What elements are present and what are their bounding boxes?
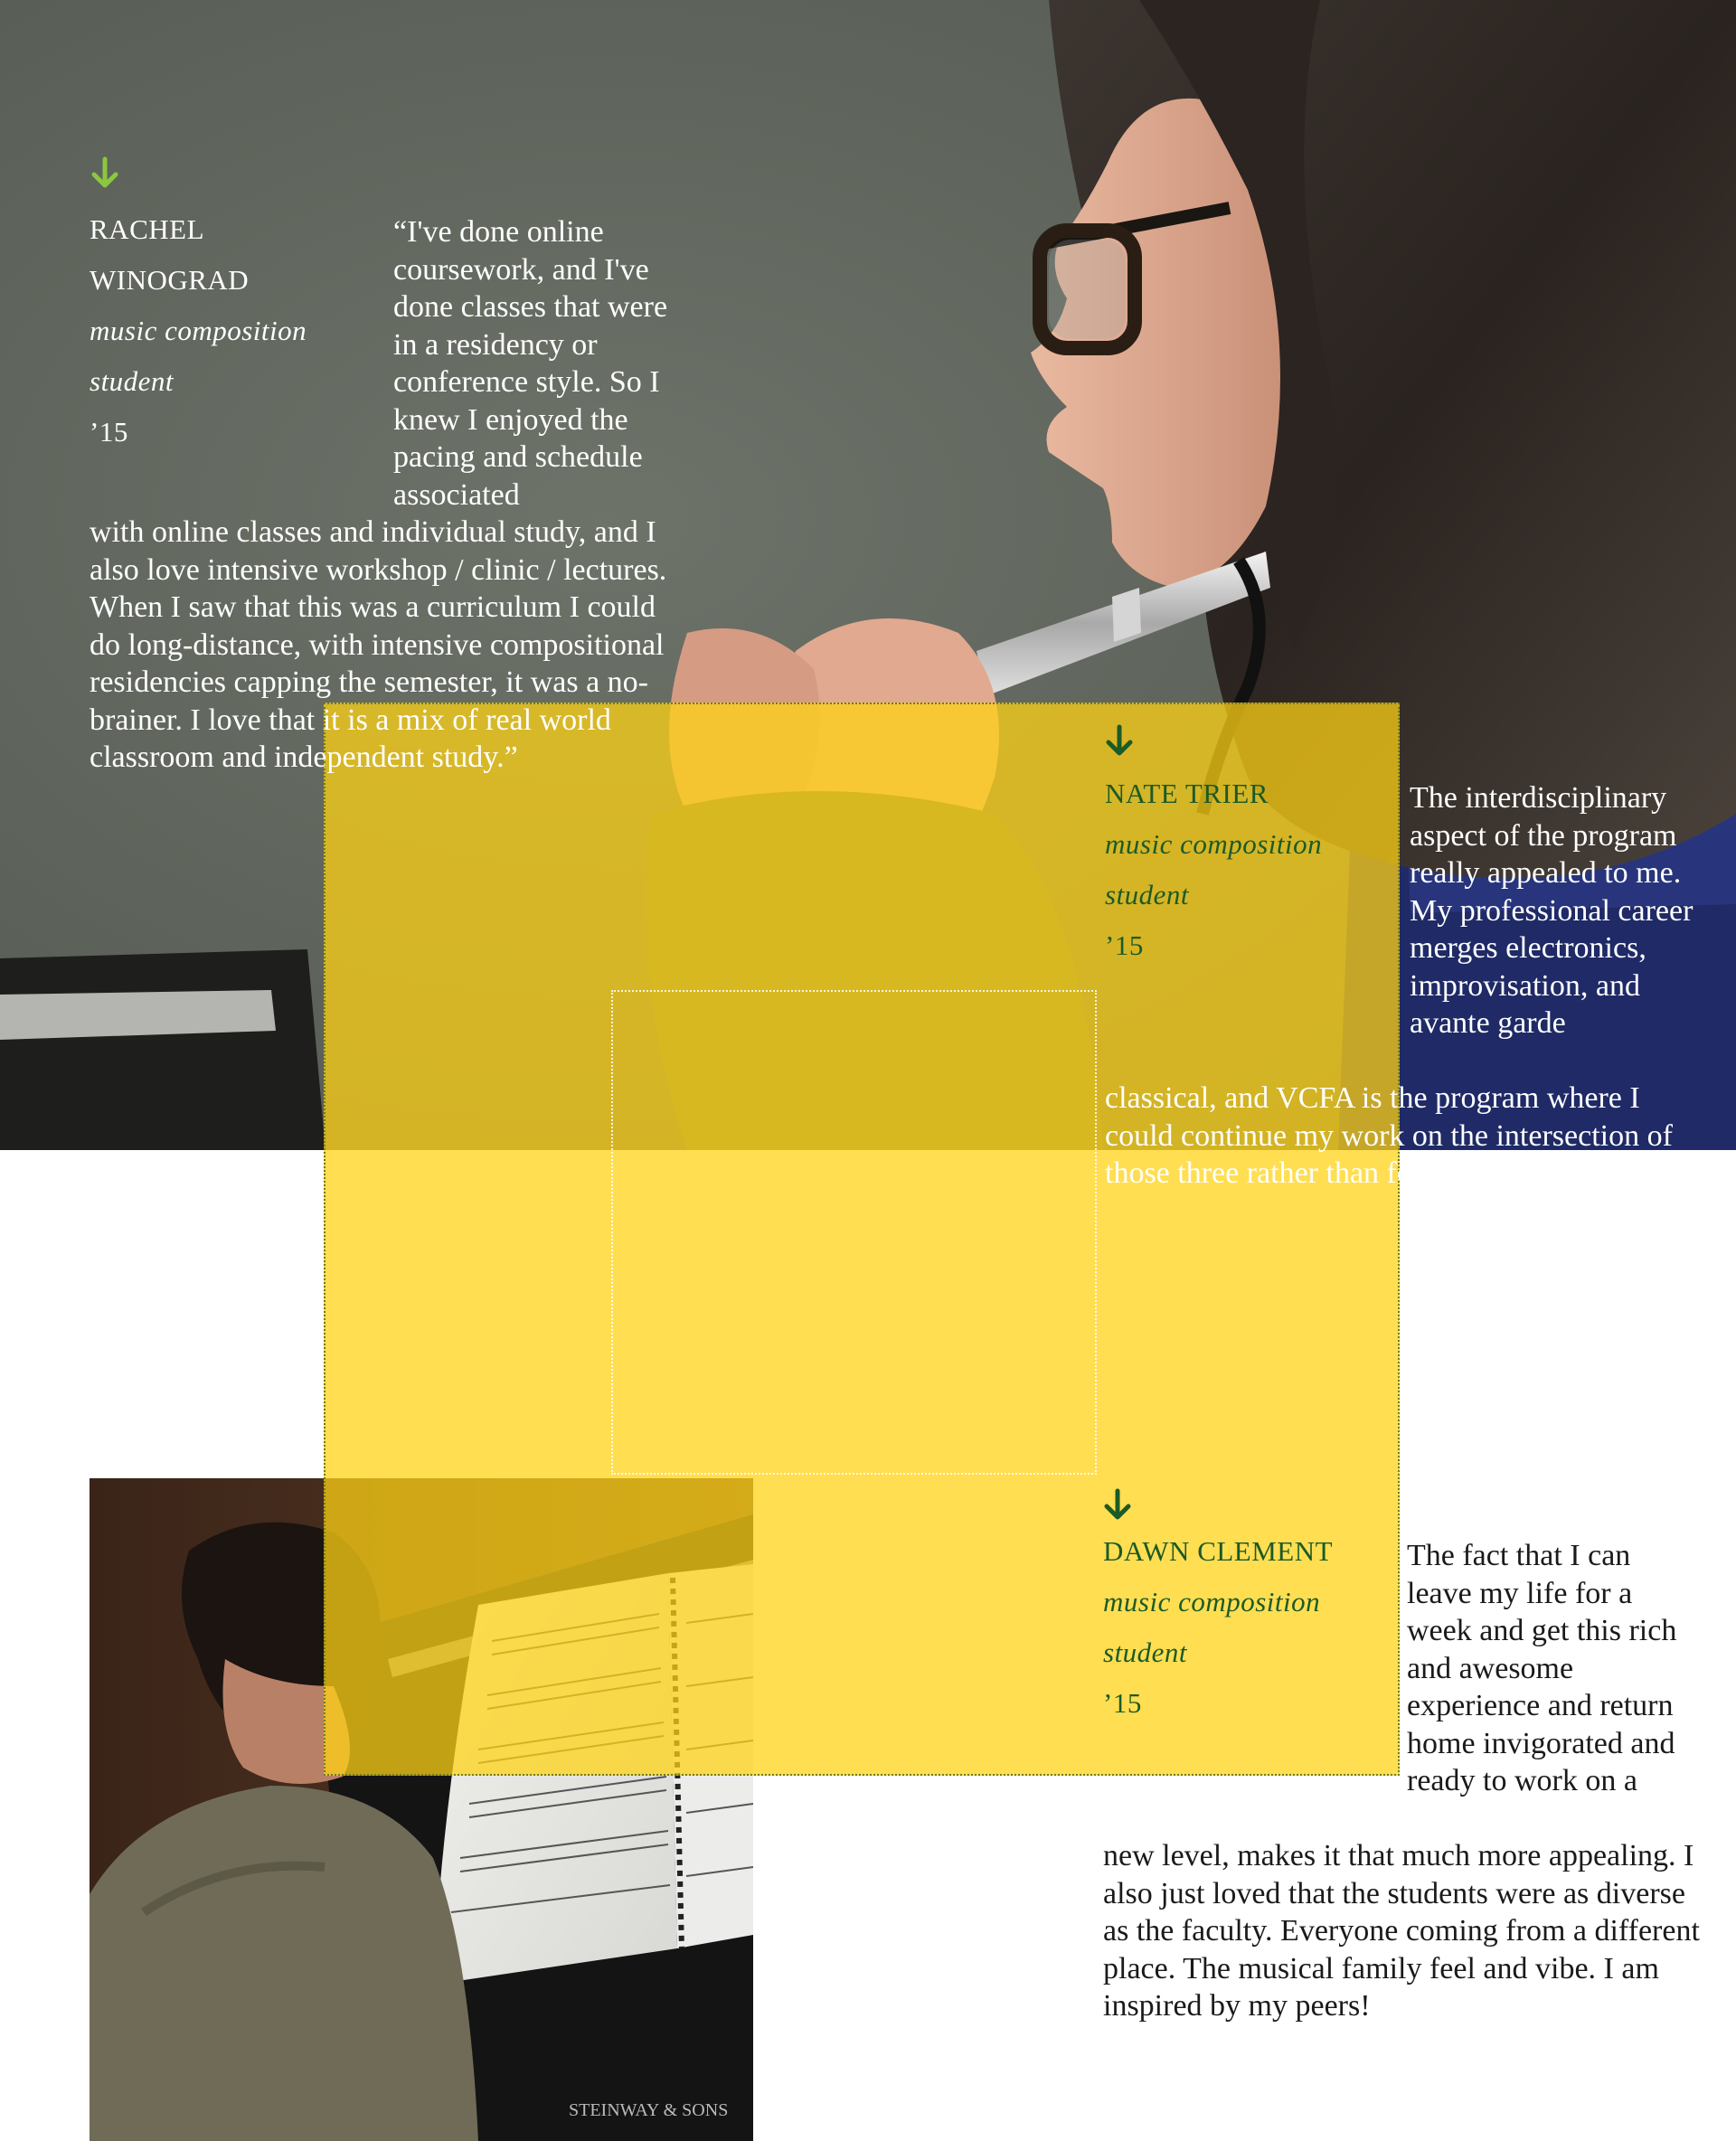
arrow-down-icon — [1101, 1488, 1134, 1521]
rachel-quote-top: “I've done online coursework, and I've done classes that were in a residency or conference style. So I knew I enjoyed the pacing and schedule associated — [393, 215, 668, 512]
arrow-down-icon — [1103, 724, 1136, 757]
rachel-name-block — [90, 204, 325, 457]
piano-brand-text: STEINWAY & SONS — [569, 2100, 729, 2120]
nate-name-block — [1105, 769, 1394, 971]
nate-name: NATE TRIER — [1105, 778, 1269, 809]
arrow-down-icon — [89, 156, 121, 189]
nate-role-line1: music composition — [1105, 828, 1323, 860]
rachel-role-line1: music composition — [90, 315, 307, 346]
rachel-name-line1: RACHEL — [90, 213, 204, 245]
rachel-role-line2: student — [90, 365, 175, 397]
dawn-year: ’15 — [1103, 1687, 1142, 1719]
dawn-role-line1: music composition — [1103, 1586, 1321, 1618]
dawn-quote-bottom: new level, makes it that much more appealing. I also just loved that the students were as diverse as the faculty. Everyone coming from a different place. The musical family feel and vibe. I am inspired by my peers! — [1103, 1839, 1700, 2023]
rachel-name-line2: WINOGRAD — [90, 264, 250, 296]
rachel-year: ’15 — [90, 416, 128, 448]
dawn-role-line2: student — [1103, 1636, 1188, 1668]
rachel-quote-bottom: with online classes and individual study, and I also love intensive workshop / clinic / lectures. When I saw that this was a curriculum I could do long-distance, with intensive compositional residencies capping the semester, it was a no-brainer. I love that it is a mix of real world classroom and independent study.” — [90, 515, 667, 774]
dawn-name-block — [1103, 1526, 1392, 1729]
nate-role-line2: student — [1105, 879, 1190, 910]
dotted-inner-frame — [611, 990, 1097, 1475]
nate-quote-bottom: classical, and VCFA is the program where I could continue my work on the intersection of those three rather than focus on just one. — [1105, 1081, 1673, 1190]
nate-year: ’15 — [1105, 929, 1144, 961]
dawn-name: DAWN CLEMENT — [1103, 1535, 1334, 1567]
nate-quote-top: The interdisciplinary aspect of the program really appealed to me. My professional career merges electronics, improvisation, and avante garde — [1410, 781, 1694, 1040]
dawn-quote-top: The fact that I can leave my life for a week and get this rich and awesome experience and return home invigorated and ready to work on a — [1407, 1539, 1677, 1797]
